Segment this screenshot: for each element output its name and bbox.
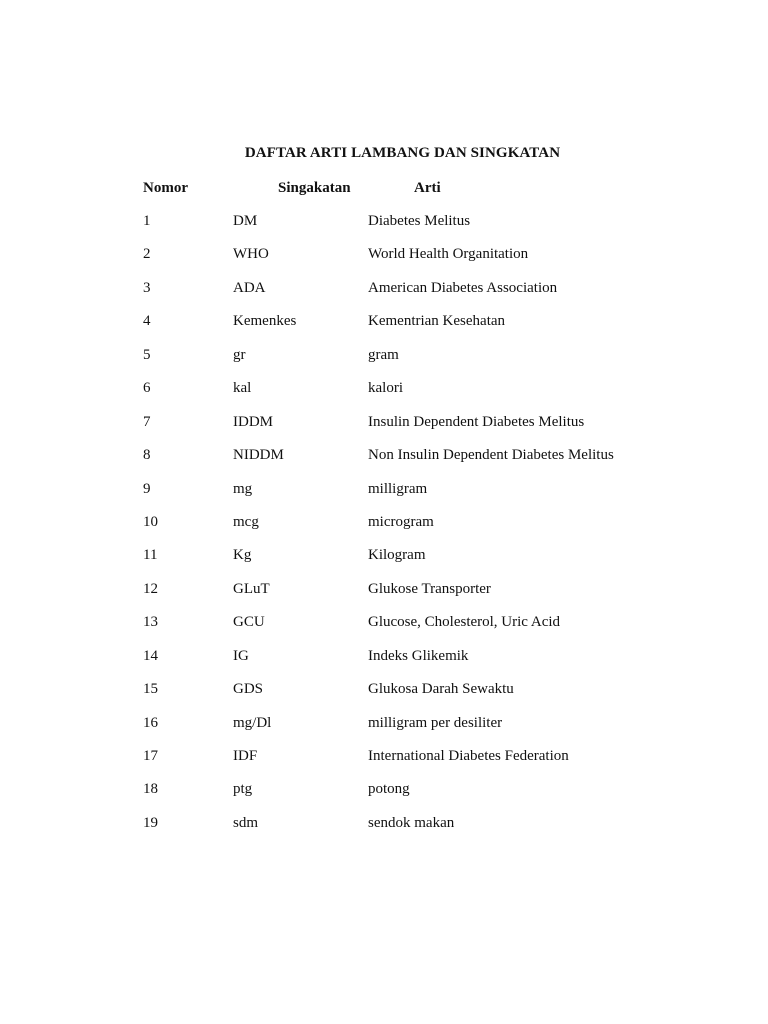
table-row: [0, 815, 768, 848]
header-singkatan: Singakatan: [278, 180, 351, 196]
row-meaning: microgram: [368, 513, 434, 530]
row-number: 18: [143, 781, 158, 798]
row-number: 8: [143, 447, 151, 464]
table-row: [0, 514, 768, 547]
row-meaning: Non Insulin Dependent Diabetes Melitus: [368, 447, 614, 464]
header-arti: Arti: [414, 180, 441, 196]
row-abbreviation: gr: [233, 346, 246, 363]
row-abbreviation: IDF: [233, 748, 258, 764]
row-abbreviation: ADA: [233, 279, 266, 296]
document-title: DAFTAR ARTI LAMBANG DAN SINGKATAN: [244, 145, 561, 161]
row-abbreviation: mg/Dl: [233, 714, 272, 731]
table-row: [0, 648, 768, 681]
row-meaning: International Diabetes Federation: [368, 748, 569, 764]
row-abbreviation: NIDDM: [233, 447, 284, 464]
row-number: 5: [143, 346, 151, 363]
row-abbreviation: Kg: [233, 547, 252, 564]
row-meaning: American Diabetes Association: [368, 279, 558, 296]
table-row: [0, 380, 768, 413]
row-number: 1: [143, 213, 151, 229]
row-number: 17: [143, 748, 158, 764]
row-meaning: Glukosa Darah Sewaktu: [368, 681, 514, 698]
table-row: [0, 581, 768, 614]
row-number: 14: [143, 647, 158, 664]
table-row: [0, 748, 768, 781]
table-row: [0, 313, 768, 346]
row-abbreviation: mcg: [233, 513, 259, 530]
row-abbreviation: mg: [233, 480, 253, 497]
row-number: 15: [143, 681, 158, 698]
table-row: [0, 781, 768, 814]
table-row: [0, 715, 768, 748]
row-meaning: gram: [368, 346, 399, 363]
table-header: [0, 180, 768, 200]
row-abbreviation: IG: [233, 647, 249, 664]
row-number: 13: [143, 614, 158, 631]
row-number: 7: [143, 413, 151, 430]
table-row: [0, 481, 768, 514]
row-number: 9: [143, 480, 151, 497]
table-row: [0, 447, 768, 480]
row-abbreviation: IDDM: [233, 413, 273, 430]
row-abbreviation: DM: [233, 213, 258, 229]
row-meaning: Insulin Dependent Diabetes Melitus: [368, 413, 585, 430]
row-abbreviation: GDS: [233, 681, 264, 698]
table-row: [0, 213, 768, 246]
table-row: [0, 246, 768, 279]
row-abbreviation: GCU: [233, 614, 265, 631]
row-abbreviation: Kemenkes: [233, 313, 297, 330]
row-meaning: Diabetes Melitus: [368, 213, 471, 229]
row-abbreviation: GLuT: [233, 580, 270, 597]
row-abbreviation: kal: [233, 380, 252, 397]
row-meaning: Kementrian Kesehatan: [368, 313, 506, 330]
row-meaning: kalori: [368, 380, 403, 397]
table-row: [0, 280, 768, 313]
row-number: 10: [143, 513, 158, 530]
row-meaning: Indeks Glikemik: [368, 647, 469, 664]
row-number: 6: [143, 380, 151, 397]
row-number: 2: [143, 246, 151, 263]
row-meaning: sendok makan: [368, 814, 455, 831]
row-meaning: potong: [368, 781, 410, 798]
row-number: 19: [143, 814, 158, 831]
table-row: [0, 347, 768, 380]
row-meaning: Glucose, Cholesterol, Uric Acid: [368, 614, 561, 631]
row-meaning: Glukose Transporter: [368, 580, 491, 597]
table-row: [0, 614, 768, 647]
row-abbreviation: WHO: [233, 246, 269, 263]
row-meaning: World Health Organitation: [368, 246, 529, 263]
row-number: 4: [143, 313, 151, 330]
row-meaning: milligram: [368, 480, 428, 497]
row-abbreviation: ptg: [233, 781, 253, 798]
row-number: 16: [143, 714, 158, 731]
row-number: 3: [143, 279, 151, 296]
table-row: [0, 681, 768, 714]
row-number: 11: [143, 547, 158, 564]
abbreviation-table: [0, 213, 768, 848]
row-abbreviation: sdm: [233, 814, 259, 831]
header-nomor: Nomor: [143, 180, 188, 196]
table-row: [0, 414, 768, 447]
row-number: 12: [143, 580, 158, 597]
row-meaning: milligram per desiliter: [368, 714, 503, 731]
table-row: [0, 547, 768, 580]
row-meaning: Kilogram: [368, 547, 426, 564]
